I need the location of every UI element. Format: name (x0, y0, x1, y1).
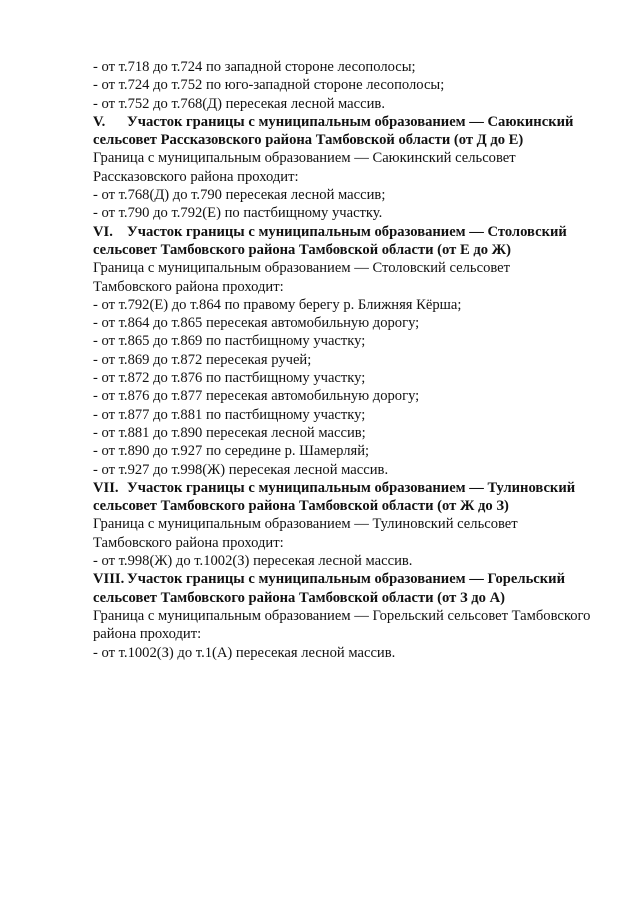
section-heading-text: Участок границы с муниципальным образованием — Горельский (127, 571, 566, 588)
section-intro: Граница с муниципальным образованием — Саюкинский сельсовет (93, 150, 516, 167)
list-item: - от т.724 до т.752 по юго-западной стороне лесополосы; (93, 77, 445, 94)
section-number: VII. (93, 479, 119, 496)
list-item: - от т.792(Е) до т.864 по правому берегу р. Ближняя Кёрша; (93, 296, 462, 313)
section-heading (93, 113, 623, 131)
section-heading-text: Участок границы с муниципальным образованием — Саюкинский (127, 113, 574, 130)
section-heading (93, 223, 623, 241)
list-item: - от т.890 до т.927 по середине р. Шамерляй; (93, 443, 370, 460)
list-item: - от т.876 до т.877 пересекая автомобильную дорогу; (93, 388, 420, 405)
list-item: - от т.865 до т.869 по пастбищному участку; (93, 333, 366, 350)
list-item: - от т.718 до т.724 по западной стороне лесополосы; (93, 59, 416, 75)
section-intro: Тамбовского района проходит: (93, 534, 284, 551)
list-item: - от т.877 до т.881 по пастбищному участку; (93, 406, 366, 423)
section-intro: Граница с муниципальным образованием — Тулиновский сельсовет (93, 516, 518, 533)
section-intro: Тамбовского района проходит: (93, 278, 284, 295)
section-intro: района проходит: (93, 626, 202, 643)
section-number: V. (93, 113, 106, 130)
section-heading-continued: сельсовет Рассказовского района Тамбовской области (от Д до Е) (93, 132, 524, 149)
list-item: - от т.869 до т.872 пересекая ручей; (93, 351, 312, 368)
list-item: - от т.872 до т.876 по пастбищному участку; (93, 370, 366, 387)
section-heading-text: Участок границы с муниципальным образованием — Столовский (127, 223, 567, 240)
section-heading-continued: сельсовет Тамбовского района Тамбовской области (от З до А) (93, 589, 506, 606)
section-heading-continued: сельсовет Тамбовского района Тамбовской области (от Ж до З) (93, 498, 509, 515)
section-number: VIII. (93, 571, 125, 588)
section-number: VI. (93, 223, 113, 240)
list-item: - от т.1002(З) до т.1(А) пересекая лесной массив. (93, 644, 396, 661)
document-body (93, 58, 623, 662)
list-item: - от т.752 до т.768(Д) пересекая лесной массив. (93, 95, 385, 112)
section-intro: Граница с муниципальным образованием — Горельский сельсовет Тамбовского (93, 607, 591, 624)
section-heading-text: Участок границы с муниципальным образованием — Тулиновский (127, 479, 576, 496)
section-heading (93, 479, 623, 497)
list-item: - от т.881 до т.890 пересекая лесной массив; (93, 424, 366, 441)
section-intro: Граница с муниципальным образованием — Столовский сельсовет (93, 260, 511, 277)
list-item: - от т.864 до т.865 пересекая автомобильную дорогу; (93, 315, 420, 332)
section-heading-continued: сельсовет Тамбовского района Тамбовской области (от Е до Ж) (93, 241, 511, 258)
section-heading (93, 570, 623, 588)
list-item: - от т.998(Ж) до т.1002(З) пересекая лесной массив. (93, 553, 413, 570)
section-intro: Рассказовского района проходит: (93, 168, 299, 185)
list-item: - от т.768(Д) до т.790 пересекая лесной массив; (93, 187, 386, 204)
list-item: - от т.790 до т.792(Е) по пастбищному участку. (93, 205, 383, 222)
list-item: - от т.927 до т.998(Ж) пересекая лесной массив. (93, 461, 389, 478)
